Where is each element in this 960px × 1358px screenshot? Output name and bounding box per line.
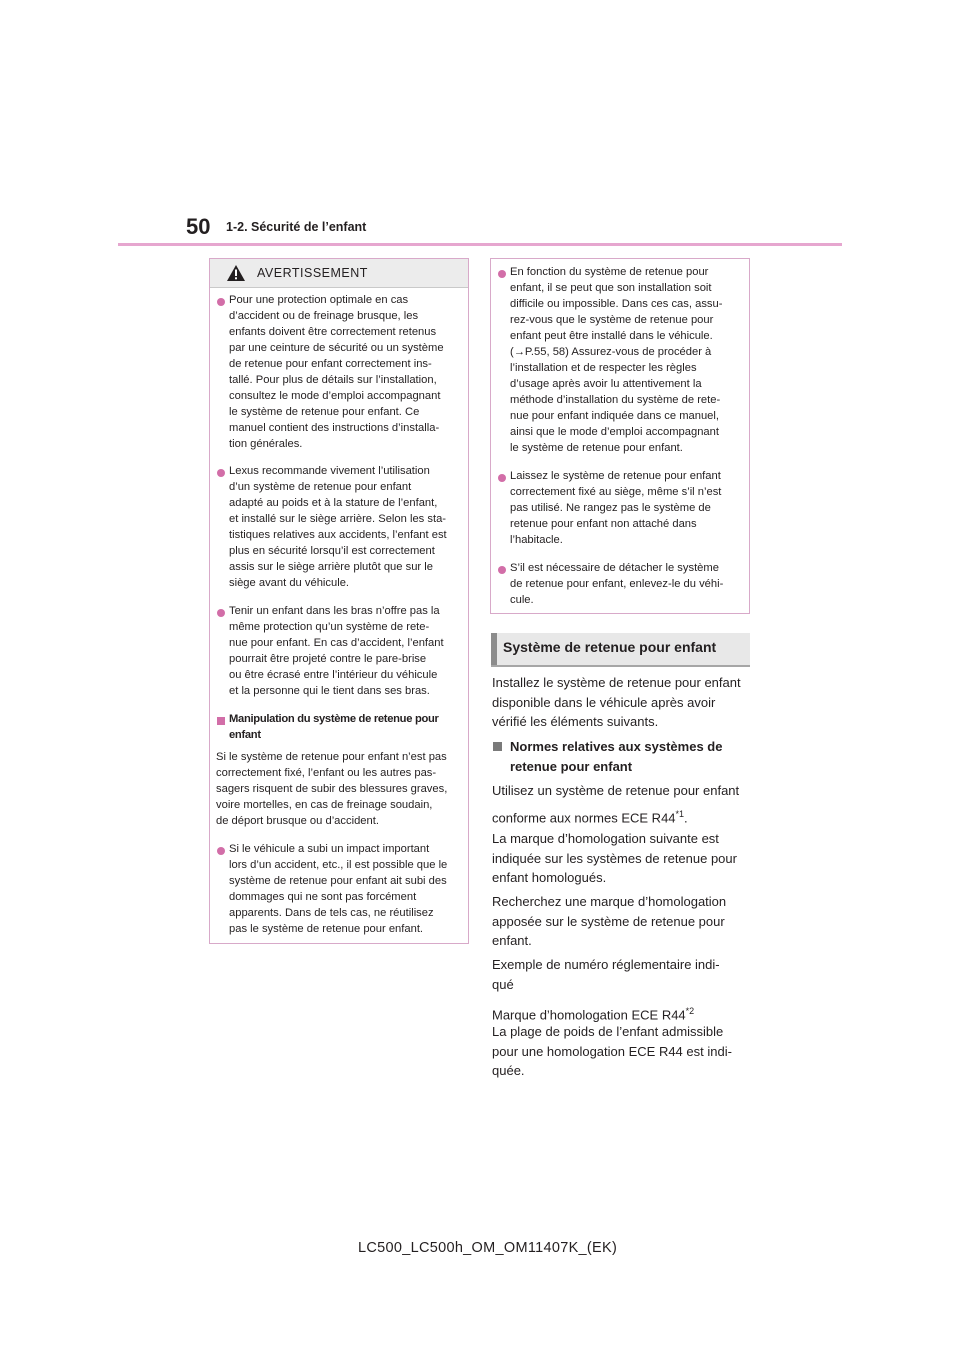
section-heading-title: Système de retenue pour enfant: [503, 639, 717, 655]
bullet-icon: [217, 298, 225, 306]
header-divider: [118, 243, 842, 246]
warning-triangle-icon: [227, 265, 245, 281]
bullet-icon: [498, 566, 506, 574]
bullet-icon: [217, 847, 225, 855]
bullet-icon: [498, 474, 506, 482]
bullet-icon: [217, 609, 225, 617]
warning-continuation-box: En fonction du système de retenue pour enfant, il se peut que son installation soit difficile ou impossible. Dans ces cas, assu- rez-vous que le système de retenue pour enfant peut être installé dans le véhicule. (→P.55, 58) Assurez-vous de procéder à l’installation et de respecter les règles d’usage après avoir lu attentivement la méthode d’installation du système de rete- nue pour enfant indiquée dans ce manuel, ainsi que le mode d’emploi accompagnant le système de retenue pour enfant. Laissez le système de retenue pour enfant correctement fixé au siège, même s’il n’est pas utilisé. Ne rangez pas le système de retenue pour enfant non attaché dans l’habitacle. S’il est nécessaire de détacher le système de retenue pour enfant, enlevez-le du véhi- cule.: [490, 258, 750, 614]
document-code: LC500_LC500h_OM_OM11407K_(EK): [358, 1240, 618, 1256]
warning-box: AVERTISSEMENT Pour une protection optimale en cas d’accident ou de freinage brusque, les enfants doivent être correctement retenus par une ceinture de sécurité ou un système de retenue pour enfant correctement ins- tallé. Pour plus de détails sur l’installation, consultez le mode d’emploi accompagnant le système de retenue pour enfant. Ce manuel contient des instructions d’installa- tion générales. Lexus recommande vivement l’utilisation d’un système de retenue pour enfant adapté au poids et à la stature de l’enfant, et installé sur le siège arrière. Selon les sta- tistiques relatives aux accidents, l’enfant est plus en sécurité lorsqu’il est correctement assis sur le siège arrière plutôt que sur le siège avant du véhicule. Tenir un enfant dans les bras n’offre pas la même protection qu’un système de rete- nue pour enfant. En cas d’accident, l’enfant pourrait être projeté contre le pare-brise ou être écrasé entre l’intérieur du véhicule et la personne qui le tient dans ses bras. Manipulation du système de retenue pour enfant Si le système de retenue pour enfant n’est pas correctement fixé, l’enfant ou les autres pas- sagers risquent de subir des blessures graves, voire mortelles, en cas de freinage soudain, de déport brusque ou d’accident. Si le véhicule a subi un impact important lors d’un accident, etc., il est possible que le système de retenue pour enfant ait subi des dommages qui ne sont pas forcément apparents. Dans de tels cas, ne réutilisez pas le système de retenue pour enfant.: [209, 258, 469, 944]
homologation-paragraph: La marque d’homologation suivante est indiquée sur les systèmes de retenue pour enfant homologués.: [492, 831, 737, 885]
intro-paragraph: Installez le système de retenue pour enfant disponible dans le véhicule après avoir vérifié les éléments suivants.: [492, 675, 741, 729]
footnote-ref: *1: [675, 808, 685, 819]
bullet-icon: [217, 469, 225, 477]
square-bullet-icon: [493, 742, 502, 751]
page-number: 50: [186, 214, 211, 239]
warning-title: AVERTISSEMENT: [257, 266, 368, 280]
section-title: 1-2. Sécurité de l’enfant: [226, 220, 367, 234]
square-bullet-icon: [217, 717, 225, 725]
subsection-title: Normes relatives aux systèmes de retenue pour enfant: [510, 739, 723, 774]
footnote-ref: *2: [685, 1006, 695, 1016]
mark-label: Marque d’homologation ECE R44$^{*2}$: [492, 1006, 695, 1023]
heading-bar: [491, 633, 497, 665]
section-heading: [491, 633, 750, 667]
standards-paragraph: Utilisez un système de retenue pour enfant conforme aux normes ECE R44$^{*1}$.: [492, 783, 740, 825]
example-paragraph: Exemple de numéro réglementaire indi- qué: [492, 957, 720, 992]
bullet-icon: [498, 270, 506, 278]
warning-header: [210, 259, 468, 288]
search-mark-paragraph: Recherchez une marque d’homologation apposée sur le système de retenue pour enfant.: [492, 894, 727, 948]
weight-range-paragraph: La plage de poids de l’enfant admissible pour une homologation ECE R44 est indi- quée.: [492, 1024, 732, 1078]
